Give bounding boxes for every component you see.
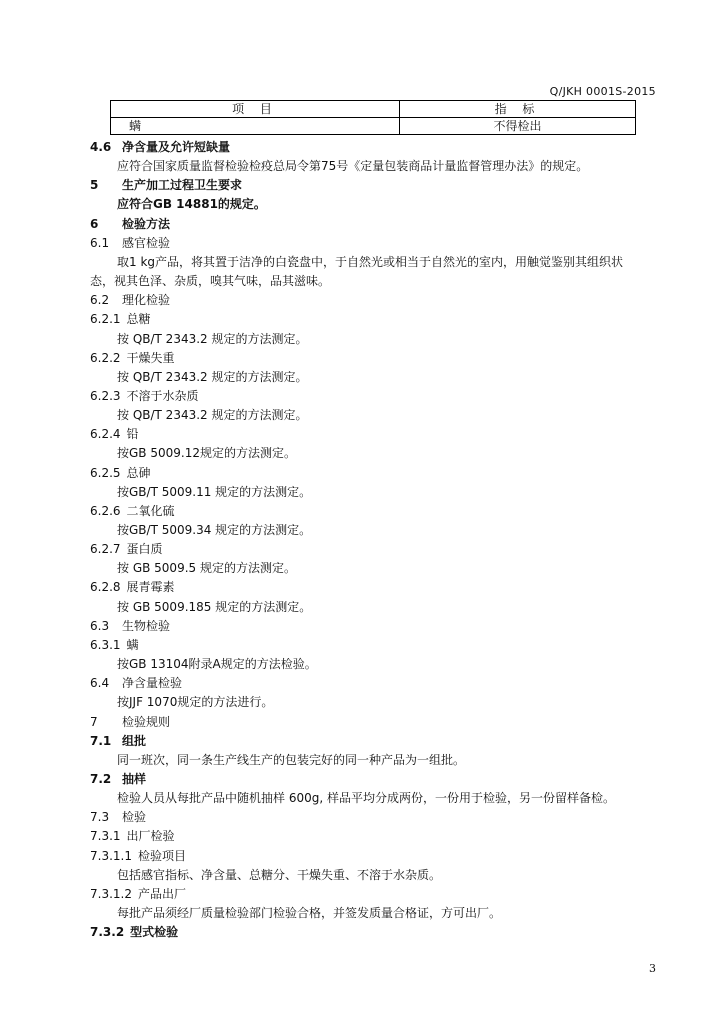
- section-title: 检验项目: [137, 848, 186, 863]
- table-row: [111, 118, 636, 135]
- section-heading: [0, 772, 724, 786]
- section-number: 6.3: [90, 618, 110, 633]
- body-text: 按 GB 5009.185 规定的方法测定。: [117, 599, 312, 614]
- spec-table: [110, 100, 636, 135]
- section-heading: [0, 389, 724, 403]
- section-heading: [0, 466, 724, 480]
- standard-code: Q/JKH 0001S-2015: [549, 85, 656, 98]
- section-number: 6.2.6: [90, 503, 121, 518]
- section-number: 7.2: [90, 771, 112, 786]
- section-number: 6.1: [90, 235, 110, 250]
- section-title: 理化检验: [122, 293, 171, 308]
- section-title: 净含量及允许短缺量: [122, 140, 231, 154]
- body-text: 按 QB/T 2343.2 规定的方法测定。: [117, 408, 308, 423]
- section-title: 感官检验: [122, 235, 171, 250]
- section-heading: [0, 810, 724, 824]
- section-number: 7: [90, 714, 98, 729]
- table-cell-indicator: 不得检出: [400, 118, 636, 135]
- section-title: 展青霉素: [126, 580, 175, 595]
- section-title: 干燥失重: [126, 350, 175, 365]
- section-heading: [0, 829, 724, 843]
- section-heading: [0, 293, 724, 307]
- section-number: 7.3: [90, 810, 110, 825]
- section-title: 生产加工过程卫生要求: [122, 178, 243, 193]
- section-heading: [0, 236, 724, 250]
- body-text: 按GB 13104附录A规定的方法检验。: [117, 657, 317, 672]
- body-text: 检验人员从每批产品中随机抽样 600g, 样品平均分成两份，一份用于检验，另一份留样备检。: [117, 791, 615, 806]
- section-title: 组批: [122, 733, 147, 748]
- section-number: 7.3.1.1: [90, 848, 132, 863]
- section-heading: [0, 580, 724, 594]
- section-title: 出厂检验: [126, 829, 175, 844]
- section-title: 检验: [122, 810, 147, 825]
- section-title: 净含量检验: [122, 676, 183, 691]
- section-number: 6.2.2: [90, 350, 121, 365]
- column-header-indicator: 指 标: [400, 101, 636, 118]
- section-number: 6.2.1: [90, 312, 121, 327]
- section-title: 生物检验: [122, 618, 171, 633]
- section-number: 6.2.5: [90, 465, 121, 480]
- body-text: 按JJF 1070规定的方法进行。: [117, 695, 274, 710]
- section-heading: [0, 925, 724, 939]
- section-number: 7.3.1: [90, 829, 121, 844]
- body-text: 每批产品须经厂质量检验部门检验合格，并签发质量合格证，方可出厂。: [117, 906, 502, 920]
- section-number: 4.6: [90, 140, 112, 154]
- section-heading: [0, 619, 724, 633]
- section-heading: [0, 217, 724, 231]
- body-text: 按 GB 5009.5 规定的方法测定。: [117, 561, 296, 576]
- section-title: 抽样: [122, 771, 147, 786]
- section-heading: [0, 676, 724, 690]
- body-text: 按GB 5009.12规定的方法测定。: [117, 446, 296, 461]
- section-heading: [0, 849, 724, 863]
- section-heading: [0, 312, 724, 326]
- table-cell-item: 螨: [111, 118, 400, 135]
- section-number: 6.2.3: [90, 388, 121, 403]
- section-heading: [0, 638, 724, 652]
- column-header-item: 项 目: [111, 101, 400, 118]
- section-number: 7.1: [90, 733, 112, 748]
- body-text: 包括感官指标、净含量、总糖分、干燥失重、不溶于水杂质。: [117, 867, 442, 882]
- section-heading: [0, 504, 724, 518]
- section-title: 总砷: [126, 465, 151, 480]
- section-title: 检验规则: [122, 714, 171, 729]
- body-text: 按GB/T 5009.34 规定的方法测定。: [117, 523, 312, 537]
- section-number: 6.2: [90, 293, 110, 308]
- body-text: 应符合GB 14881的规定。: [117, 197, 266, 212]
- section-number: 5: [90, 178, 99, 193]
- body-text: 应符合国家质量监督检验检疫总局令第75号《定量包装商品计量监督管理办法》的规定。: [117, 159, 589, 174]
- body-text: 按 QB/T 2343.2 规定的方法测定。: [117, 331, 308, 346]
- body-text: 同一班次，同一条生产线生产的包装完好的同一种产品为一组批。: [117, 752, 466, 767]
- section-title: 铅: [126, 427, 139, 442]
- body-text: 态，视其色泽、杂质，嗅其气味，品其滋味。: [90, 274, 331, 289]
- section-heading: [0, 351, 724, 365]
- section-title: 螨: [126, 637, 139, 652]
- section-title: 不溶于水杂质: [126, 388, 199, 403]
- section-number: 7.3.2: [90, 925, 125, 940]
- section-number: 6.2.8: [90, 580, 121, 595]
- page-number: 3: [649, 962, 656, 975]
- section-number: 6.4: [90, 676, 110, 691]
- section-heading: [0, 715, 724, 729]
- section-number: 6.3.1: [90, 637, 121, 652]
- section-title: 产品出厂: [137, 886, 186, 901]
- section-heading: [0, 734, 724, 748]
- section-number: 6: [90, 216, 99, 231]
- section-title: 检验方法: [122, 216, 171, 231]
- body-text: 按 QB/T 2343.2 规定的方法测定。: [117, 369, 308, 384]
- section-heading: [0, 140, 724, 154]
- section-title: 二氧化硫: [126, 503, 175, 518]
- section-heading: [0, 542, 724, 556]
- section-title: 蛋白质: [126, 542, 163, 557]
- body-text: 取1 kg产品，将其置于洁净的白瓷盘中，于自然光或相当于自然光的室内，用触觉鉴别其组织状: [117, 254, 624, 269]
- section-title: 总糖: [126, 312, 151, 327]
- section-number: 6.2.7: [90, 542, 121, 557]
- section-title: 型式检验: [130, 925, 179, 940]
- section-heading: [0, 178, 724, 192]
- body-text: 按GB/T 5009.11 规定的方法测定。: [117, 484, 312, 499]
- section-number: 7.3.1.2: [90, 886, 132, 901]
- section-heading: [0, 427, 724, 441]
- table-header-row: [111, 101, 636, 118]
- section-heading: [0, 887, 724, 901]
- section-number: 6.2.4: [90, 427, 121, 442]
